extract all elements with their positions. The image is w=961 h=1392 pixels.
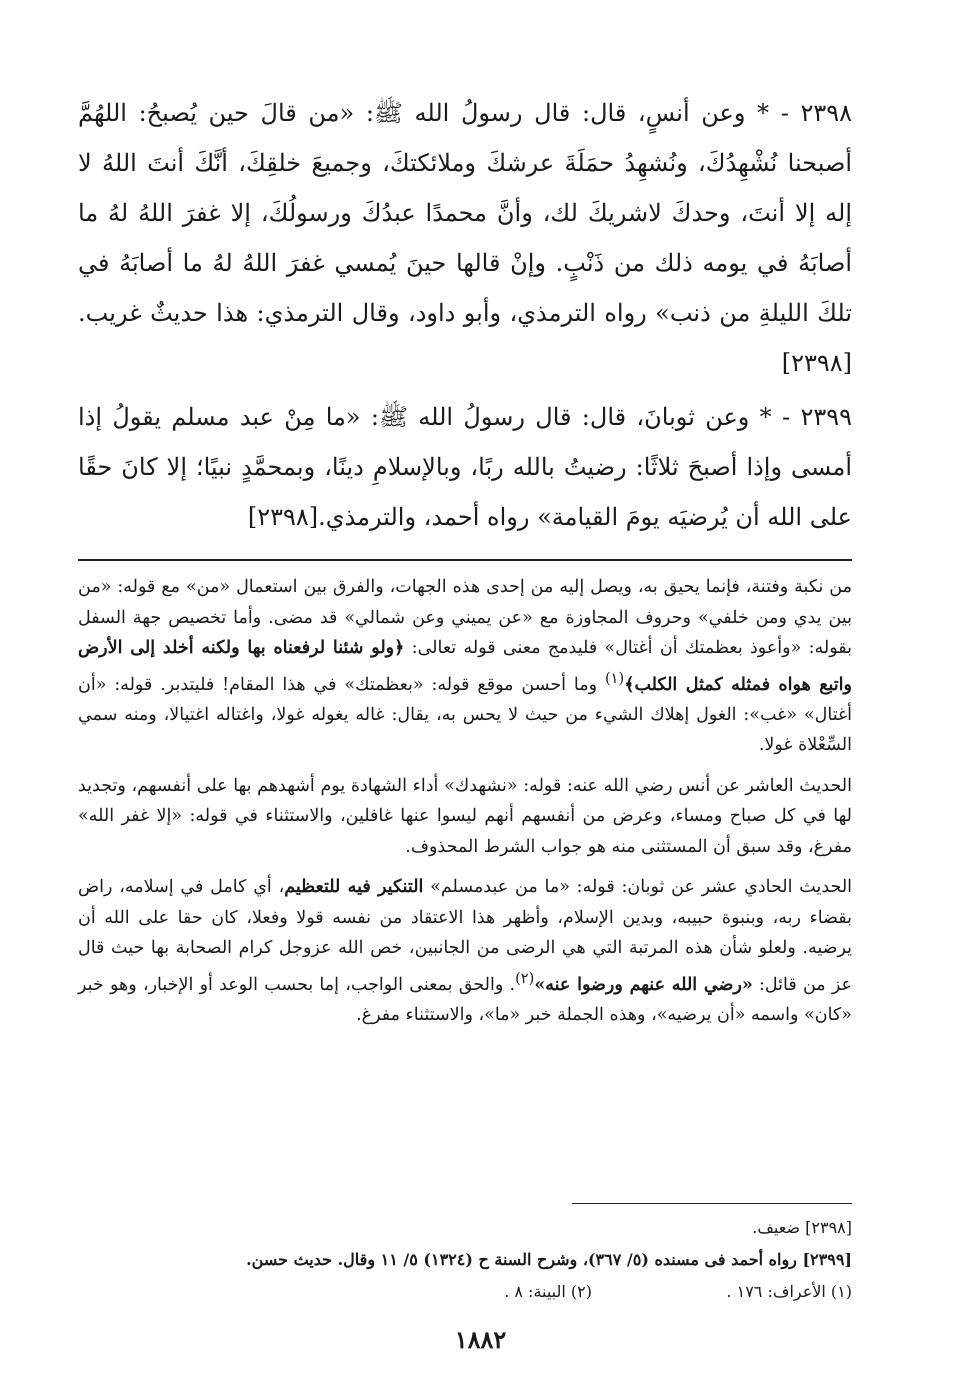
commentary-text: ، أي كامل في إسلامه، راض بقضاء ربه، وبنبوة حبيبه، وبدين الإسلام، وأظهر هذا الاعتقاد من نفسه قولا وفعلا، كان حقا على الله أن يرضيه. ولعلو شأن هذه المرتبة التي هي الرضى من الجانبين، خص الله عزوجل كرام الصحابة بها حيث قال عز من قائل:: [78, 877, 852, 995]
commentary-para-1: [78, 572, 852, 761]
commentary-para-2: الحديث العاشر عن أنس رضي الله عنه: قوله: «نشهدك» أداء الشهادة يوم أشهدهم بها على أنفسهم، وتجديد لها في كل صباح ومساء، وعرض من أنفسهم أنهم ليسوا عنها غافلين، والاستثناء في قوله: «إلا غفر الله» مفرغ، وقد سبق أن المستثنى منه هو جواب الشرط المحذوف.: [78, 775, 852, 857]
footnote-ref: (١): [604, 669, 625, 687]
footnote-2399: [78, 1244, 852, 1276]
verse-ref-2: (٢) البينة: ٨ .: [504, 1282, 592, 1301]
hadith-2399: ٢٣٩٩ - * وعن ثوبانَ، قال: قال رسولُ الله ﷺ: «ما مِنْ عبد مسلم يقولُ إذا أمسى وإذا أصبحَ ثلاثًا: رضيتُ بالله ربًا، وبالإسلامِ دينًا، وبمحمَّدٍ نبيًا؛ إلا كانَ حقًا على الله أن يُرضيَه يومَ القيامة» رواه أحمد، والترمذي.[٢٣٩٨]: [78, 403, 852, 531]
hadith-main-text: [78, 88, 852, 542]
commentary-section: [78, 572, 852, 1041]
commentary-text: من نكبة وفتنة، فإنما يحيق به، ويصل إليه من إحدى هذه الجهات، والفرق بين استعمال «من» مع قوله: «من بين يدي ومن خلفي» وحروف المجاوزة مع «عن يميني وعن شمالي» قد مضى. وأما تخصيص جهة السفل بقوله: «وأعوذ بعظمتك أن أغتال» فليدمج معنى قوله تعالى:: [78, 577, 852, 658]
footnote-ref: (٢): [515, 969, 535, 987]
commentary-para-3: [78, 872, 852, 1030]
main-divider: [78, 559, 852, 561]
quran-verse: ﴿ولو شئنا لرفعناه بها ولكنه أخلد إلى الأرض واتبع هواه فمثله كمثل الكلب﴾: [78, 638, 852, 695]
footnote-2398: [٢٣٩٨] ضعيف.: [752, 1218, 852, 1237]
bold-phrase: التنكير فيه للتعظيم: [284, 877, 424, 898]
hadith-2398: ٢٣٩٨ - * وعن أنسٍ، قال: قال رسولُ الله ﷺ: «من قالَ حين يُصبحُ: اللهُمَّ أصبحنا نُشْهِدُكَ، ونُشهِدُ حمَلَةَ عرشكَ وملائكتكَ، وجميعَ خلقِكَ، أنَّكَ أنتَ اللهُ لا إله إلا أنتَ، وحدكَ لاشريكَ لك، وأنَّ محمدًا عبدُكَ ورسولُكَ، إلا غفرَ اللهُ لهُ ما أصابَهُ في يومه ذلك من ذَنْبٍ. وإنْ قالها حينَ يُمسي غفرَ اللهُ لهُ ما أصابَهُ في تلكَ الليلةِ من ذنب» رواه الترمذي، وأبو داود، وقال الترمذي: هذا حديثٌ غريب.[٢٣٩٨]: [78, 99, 852, 377]
footnote-divider: [572, 1203, 852, 1204]
footnotes-section: [78, 1212, 852, 1308]
commentary-text: الحديث الحادي عشر عن ثوبان: قوله: «ما من عبدمسلم»: [423, 877, 853, 898]
quran-verse: «رضي الله عنهم ورضوا عنه»: [534, 974, 753, 995]
verse-ref-1: (١) الأعراف: ١٧٦ .: [726, 1282, 852, 1301]
page-number: ١٨٨٢: [454, 1325, 507, 1354]
commentary-text: . والحق بمعنى الواجب، إما بحسب الوعد أو الإخبار، وهو خبر «كان» واسمه «أن يرضيه»، وهذه الجملة خبر «ما»، والاستثناء مفرغ.: [78, 974, 852, 1026]
verse-references: [78, 1276, 852, 1308]
commentary-text: وما أحسن موقع قوله: «بعظمتك» في هذا المقام! فليتدبر. قوله: «أن أغتال» «غب»: الغول إهلاك الشيء من حيث لا يحس به، يقال: غاله يغوله غولا، واغتاله اغتيالا، ومنه سمي السِّعْلاة غولا.: [78, 674, 852, 756]
footnote-2399-text: [٢٣٩٩] رواه أحمد فى مسنده (٥/ ٣٦٧)، وشرح السنة ح (١٣٢٤) ٥/ ١١ وقال. حديث حسن.: [246, 1250, 852, 1269]
